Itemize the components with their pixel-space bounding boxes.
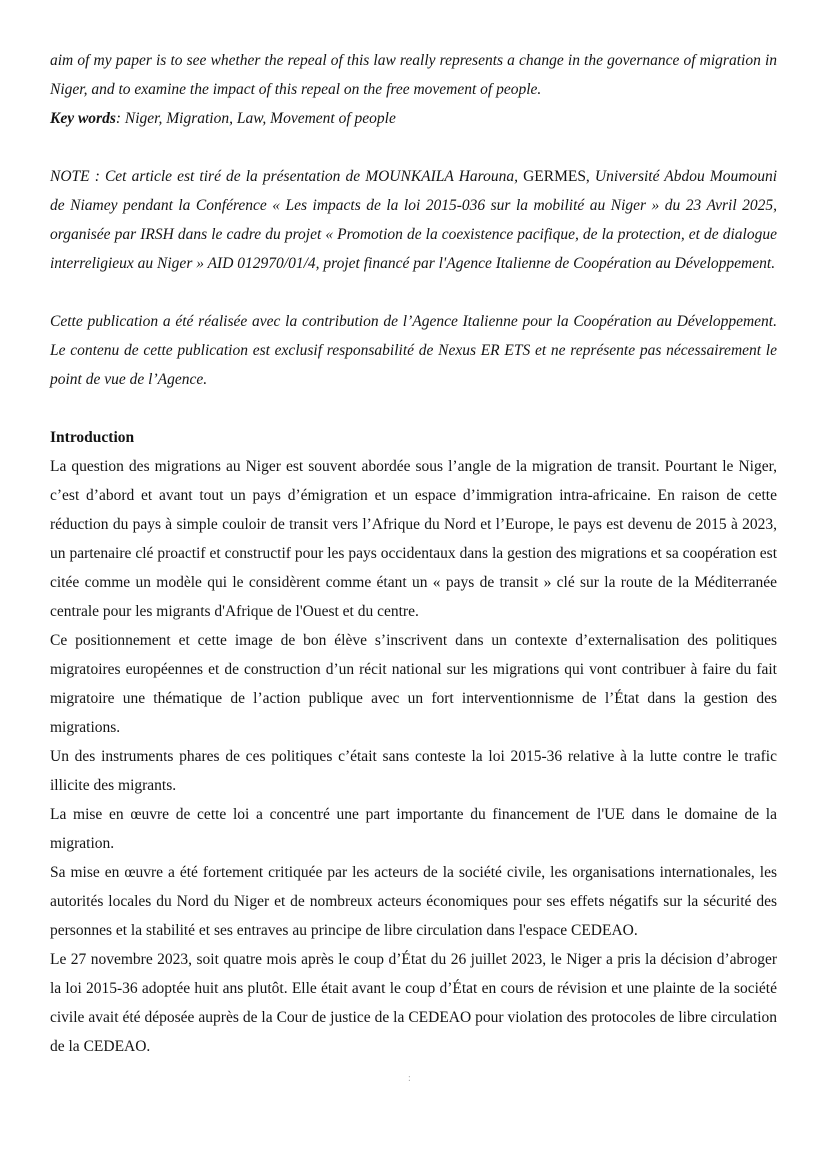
- keywords-value: : Niger, Migration, Law, Movement of people: [115, 110, 396, 127]
- note-org-name: GERMES,: [523, 168, 595, 185]
- keywords-line: [50, 104, 777, 133]
- disclaimer-paragraph: Cette publication a été réalisée avec la contribution de l’Agence Italienne pour la Coopération au Développement. Le contenu de cette publication est exclusif responsabilité de Nexus ER ETS et ne représente pas nécessairement le point de vue de l’Agence.: [50, 313, 777, 388]
- body-paragraph-6: Le 27 novembre 2023, soit quatre mois après le coup d’État du 26 juillet 2023, le Niger a pris la décision d’abroger la loi 2015-36 adoptée huit ans plutôt. Elle était avant le coup d’État en cours de révision et une plainte de la société civile avait été déposée auprès de la Cour de justice de la CEDEAO pour violation des protocoles de libre circulation de la CEDEAO.: [50, 951, 777, 1055]
- note-text-part1: NOTE : Cet article est tiré de la présentation de MOUNKAILA Harouna,: [50, 168, 524, 185]
- body-paragraph-5: Sa mise en œuvre a été fortement critiquée par les acteurs de la société civile, les organisations internationales, les autorités locales du Nord du Niger et de nombreux acteurs économiques pour ses effets négatifs sur la sécurité des personnes et la stabilité et ses entraves au principe de libre circulation dans l'espace CEDEAO.: [50, 864, 777, 939]
- body-paragraph-3: Un des instruments phares de ces politiques c’était sans conteste la loi 2015-36 relative à la lutte contre le trafic illicite des migrants.: [50, 748, 777, 794]
- body-paragraph-1: La question des migrations au Niger est souvent abordée sous l’angle de la migration de transit. Pourtant le Niger, c’est d’abord et avant tout un pays d’émigration et un espace d’immigration intra-africaine. En raison de cette réduction du pays à simple couloir de transit vers l’Afrique du Nord et l’Europe, le pays est devenu de 2015 à 2023, un partenaire clé proactif et constructif pour les pays occidentaux dans la gestion des migrations et sa coopération est citée comme un modèle qui le considèrent comme étant un « pays de transit » clé sur la route de la Méditerranée centrale pour les migrants d'Afrique de l'Ouest et du centre.: [50, 458, 777, 620]
- footer-page-mark: :: [408, 1073, 411, 1084]
- body-paragraph-4: La mise en œuvre de cette loi a concentré une part importante du financement de l'UE dans le domaine de la migration.: [50, 806, 777, 852]
- keywords-label: Key words: [50, 110, 116, 127]
- body-paragraph-2: Ce positionnement et cette image de bon élève s’inscrivent dans un contexte d’externalisation des politiques migratoires européennes et de construction d’un récit national sur les migrations qui vont contribuer à faire du fait migratoire une thématique de l’action publique avec un fort interventionnisme de l’État dans la gestion des migrations.: [50, 632, 777, 736]
- note-text-part2: Université Abdou Moumouni de Niamey pendant la Conférence « Les impacts de la loi 2015-036 sur la mobilité au Niger » du 23 Avril 2025, organisée par IRSH dans le cadre du projet « Promotion de la coexistence pacifique, de la protection, et de dialogue interreligieux au Niger » AID 012970/01/4, projet financé par l'Agence Italienne de Coopération au Développement.: [50, 168, 777, 272]
- note-paragraph: [50, 162, 777, 278]
- abstract-english-paragraph: aim of my paper is to see whether the repeal of this law really represents a change in the governance of migration in Niger, and to examine the impact of this repeal on the free movement of people.: [50, 52, 777, 98]
- section-heading-introduction: Introduction: [50, 429, 135, 446]
